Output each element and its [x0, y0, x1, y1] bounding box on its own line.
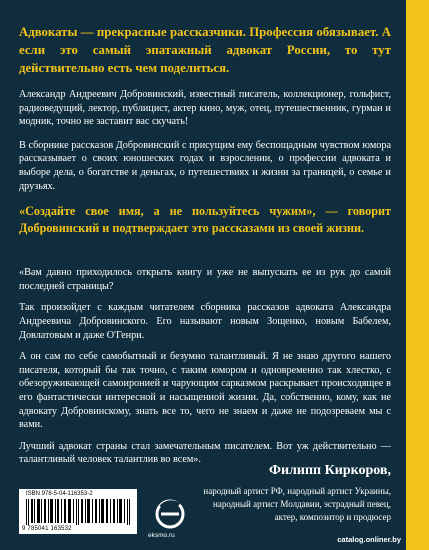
review-block: [19, 266, 391, 467]
cover-text: [19, 23, 391, 475]
review-paragraph: Так произойдет с каждым читателем сборника рассказов адвоката Александра Андреевича Добровинского. Его называют новым Зощенко, новым Бабелем, Довлатовым и даже О'Генри.: [19, 302, 391, 341]
author-desc-line: актер, композитор и продюсер: [274, 512, 391, 522]
eksmo-logo-icon: [155, 497, 185, 537]
yellow-spine-stripe: [406, 0, 429, 550]
watermark: catalog.onliner.by: [337, 535, 401, 544]
barcode-digits: 9 785041 163532: [22, 526, 72, 532]
review-paragraph: «Вам давно приходилось открыть книгу и уже не выпускать ее из рук до самой последней страницы?: [19, 267, 391, 292]
review-paragraph: Лучший адвокат страны стал замечательным писателем. Вот уж действительно — талантливый человек талантлив во всем».: [19, 440, 391, 466]
review-paragraph: А он сам по себе самобытный и безумно талантливый. Я не знаю другого нашего писателя, который бы так точно, с таким юмором и одновременно так хлестко, с обезоруживающей самоиронией и чарующим сарказмом раскрывает происходящее в его фантастически интересной и насыщенной жизни. Да, собственно, кому, как не адвокату Добровинскому, знать все то, чего не знаем и даже не подозреваем мы с вами.: [19, 351, 391, 431]
barcode-bars: [26, 499, 132, 525]
about-paragraph: В сборнике рассказов Добровинский с присущим ему беспощадным чувством юмора рассказывает о своих юношеских годах и взрослении, о профессии адвоката и выборе дела, о богатстве и деньгах, о путешествиях и жизни за границей, о семье и друзьях.: [19, 139, 391, 192]
lead-paragraph: Адвокаты — прекрасные рассказчики. Профессия обязывает. А если это самый эпатажный адвокат России, то тут действительно есть чем поделиться.: [19, 25, 391, 75]
bio-paragraph: Александр Андреевич Добровинский, известный писатель, коллекционер, гольфист, радиоведущий, лектор, публицист, актер кино, муж, отец, путешественник, гурман и модник, точно не заставит вас скучать!: [19, 89, 391, 128]
publisher-site: eksmo.ru: [148, 532, 175, 539]
author-name: Филипп Киркоров,: [268, 463, 391, 478]
pull-quote: «Создайте свое имя, а не пользуйтесь чужим», — говорит Добровинский и подтверждает это рассказами из своей жизни.: [19, 204, 391, 236]
isbn-number: ISBN 978-5-04-116353-2: [26, 491, 93, 497]
isbn-barcode: [19, 489, 137, 534]
author-desc-line: народный артист РФ, народный артист Украины,: [203, 486, 391, 496]
author-desc-line: народный артист Молдавии, эстрадный певец,: [213, 499, 391, 509]
